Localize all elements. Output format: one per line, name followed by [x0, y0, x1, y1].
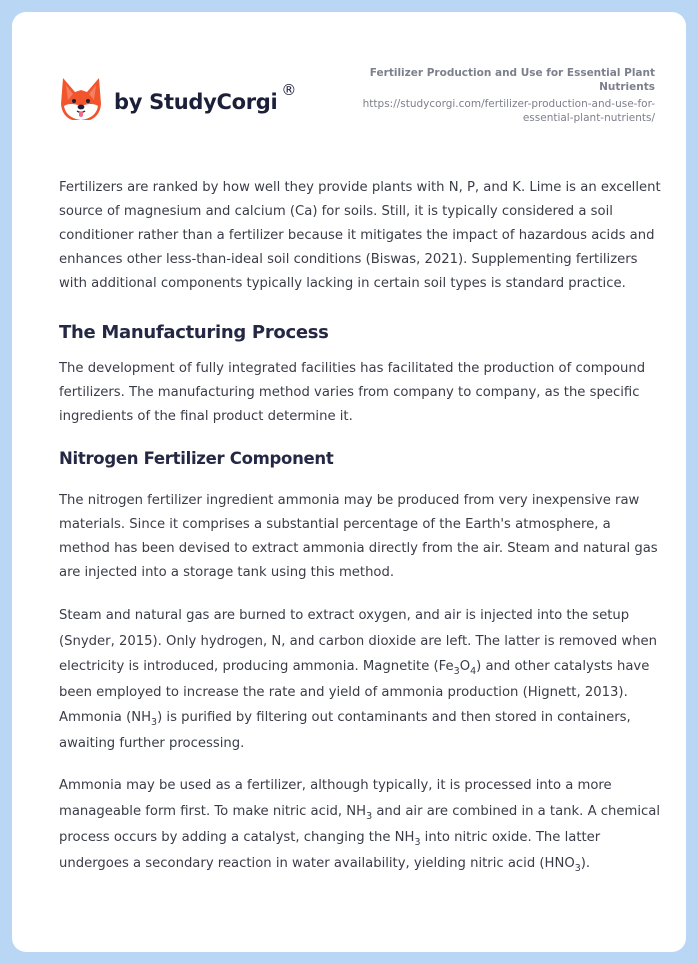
intro-paragraph: Fertilizers are ranked by how well they provide plants with N, P, and K. Lime is an excellent source of magnesium and calcium (Ca) for soils. Still, it is typically considered a soil conditioner rather than a fertilizer because it mitigates the impact of hazardous acids and enhances other less-than-ideal soil conditions (Biswas, 2021). Supplementing fertilizers with additional components typically lacking in certain soil types is standard practice. — [59, 180, 661, 291]
nitrogen-paragraph-3: Ammonia may be used as a fertilizer, although typically, it is processed into a more manageable form first. To make nitric acid, $NH_3$ and air are combined in a tank. A chemical process occurs by adding a catalyst, changing the $NH_3$ into nitric oxide. The latter undergoes a secondary reaction in water availability, yielding nitric acid $(HNO_3)$. — [59, 778, 661, 874]
document-card — [12, 12, 686, 952]
logo-text: by StudyCorgi — [114, 90, 278, 114]
section-heading-manufacturing: The Manufacturing Process — [59, 322, 329, 343]
registered-mark: ® — [281, 81, 297, 99]
document-header — [12, 12, 686, 152]
nitrogen-paragraph-2: Steam and natural gas are burned to extract oxygen, and air is injected into the setup (Snyder, 2015). Only hydrogen, N, and carbon dioxide are left. The latter is removed when electricity is introduced, producing ammonia. Magnetite $(Fe_3O_4)$ and other catalysts have been employed to increase the rate and yield of ammonia production (Hignett, 2013). Ammonia $(NH_3)$ is purified by filtering out contaminants and then stored in containers, awaiting further processing. — [59, 608, 658, 751]
document-url[interactable]: https://studycorgi.com/fertilizer-production-and-use-for-essential-plant-nutrients/ — [362, 98, 655, 124]
section-heading-nitrogen: Nitrogen Fertilizer Component — [59, 449, 334, 468]
manufacturing-paragraph: The development of fully integrated facilities has facilitated the production of compound fertilizers. The manufacturing method varies from company to company, as the specific ingredients of the final product determine it. — [59, 361, 646, 424]
document-title: Fertilizer Production and Use for Essential Plant Nutrients — [369, 67, 655, 93]
studycorgi-logo[interactable] — [60, 76, 296, 122]
nitrogen-paragraph-1: The nitrogen fertilizer ingredient ammonia may be produced from very inexpensive raw materials. Since it comprises a substantial percentage of the Earth's atmosphere, a method has been devised to extract ammonia directly from the air. Steam and natural gas are injected into a storage tank using this method. — [59, 493, 658, 580]
document-meta — [325, 66, 655, 125]
corgi-face-icon — [60, 76, 102, 122]
document-body — [59, 176, 663, 877]
